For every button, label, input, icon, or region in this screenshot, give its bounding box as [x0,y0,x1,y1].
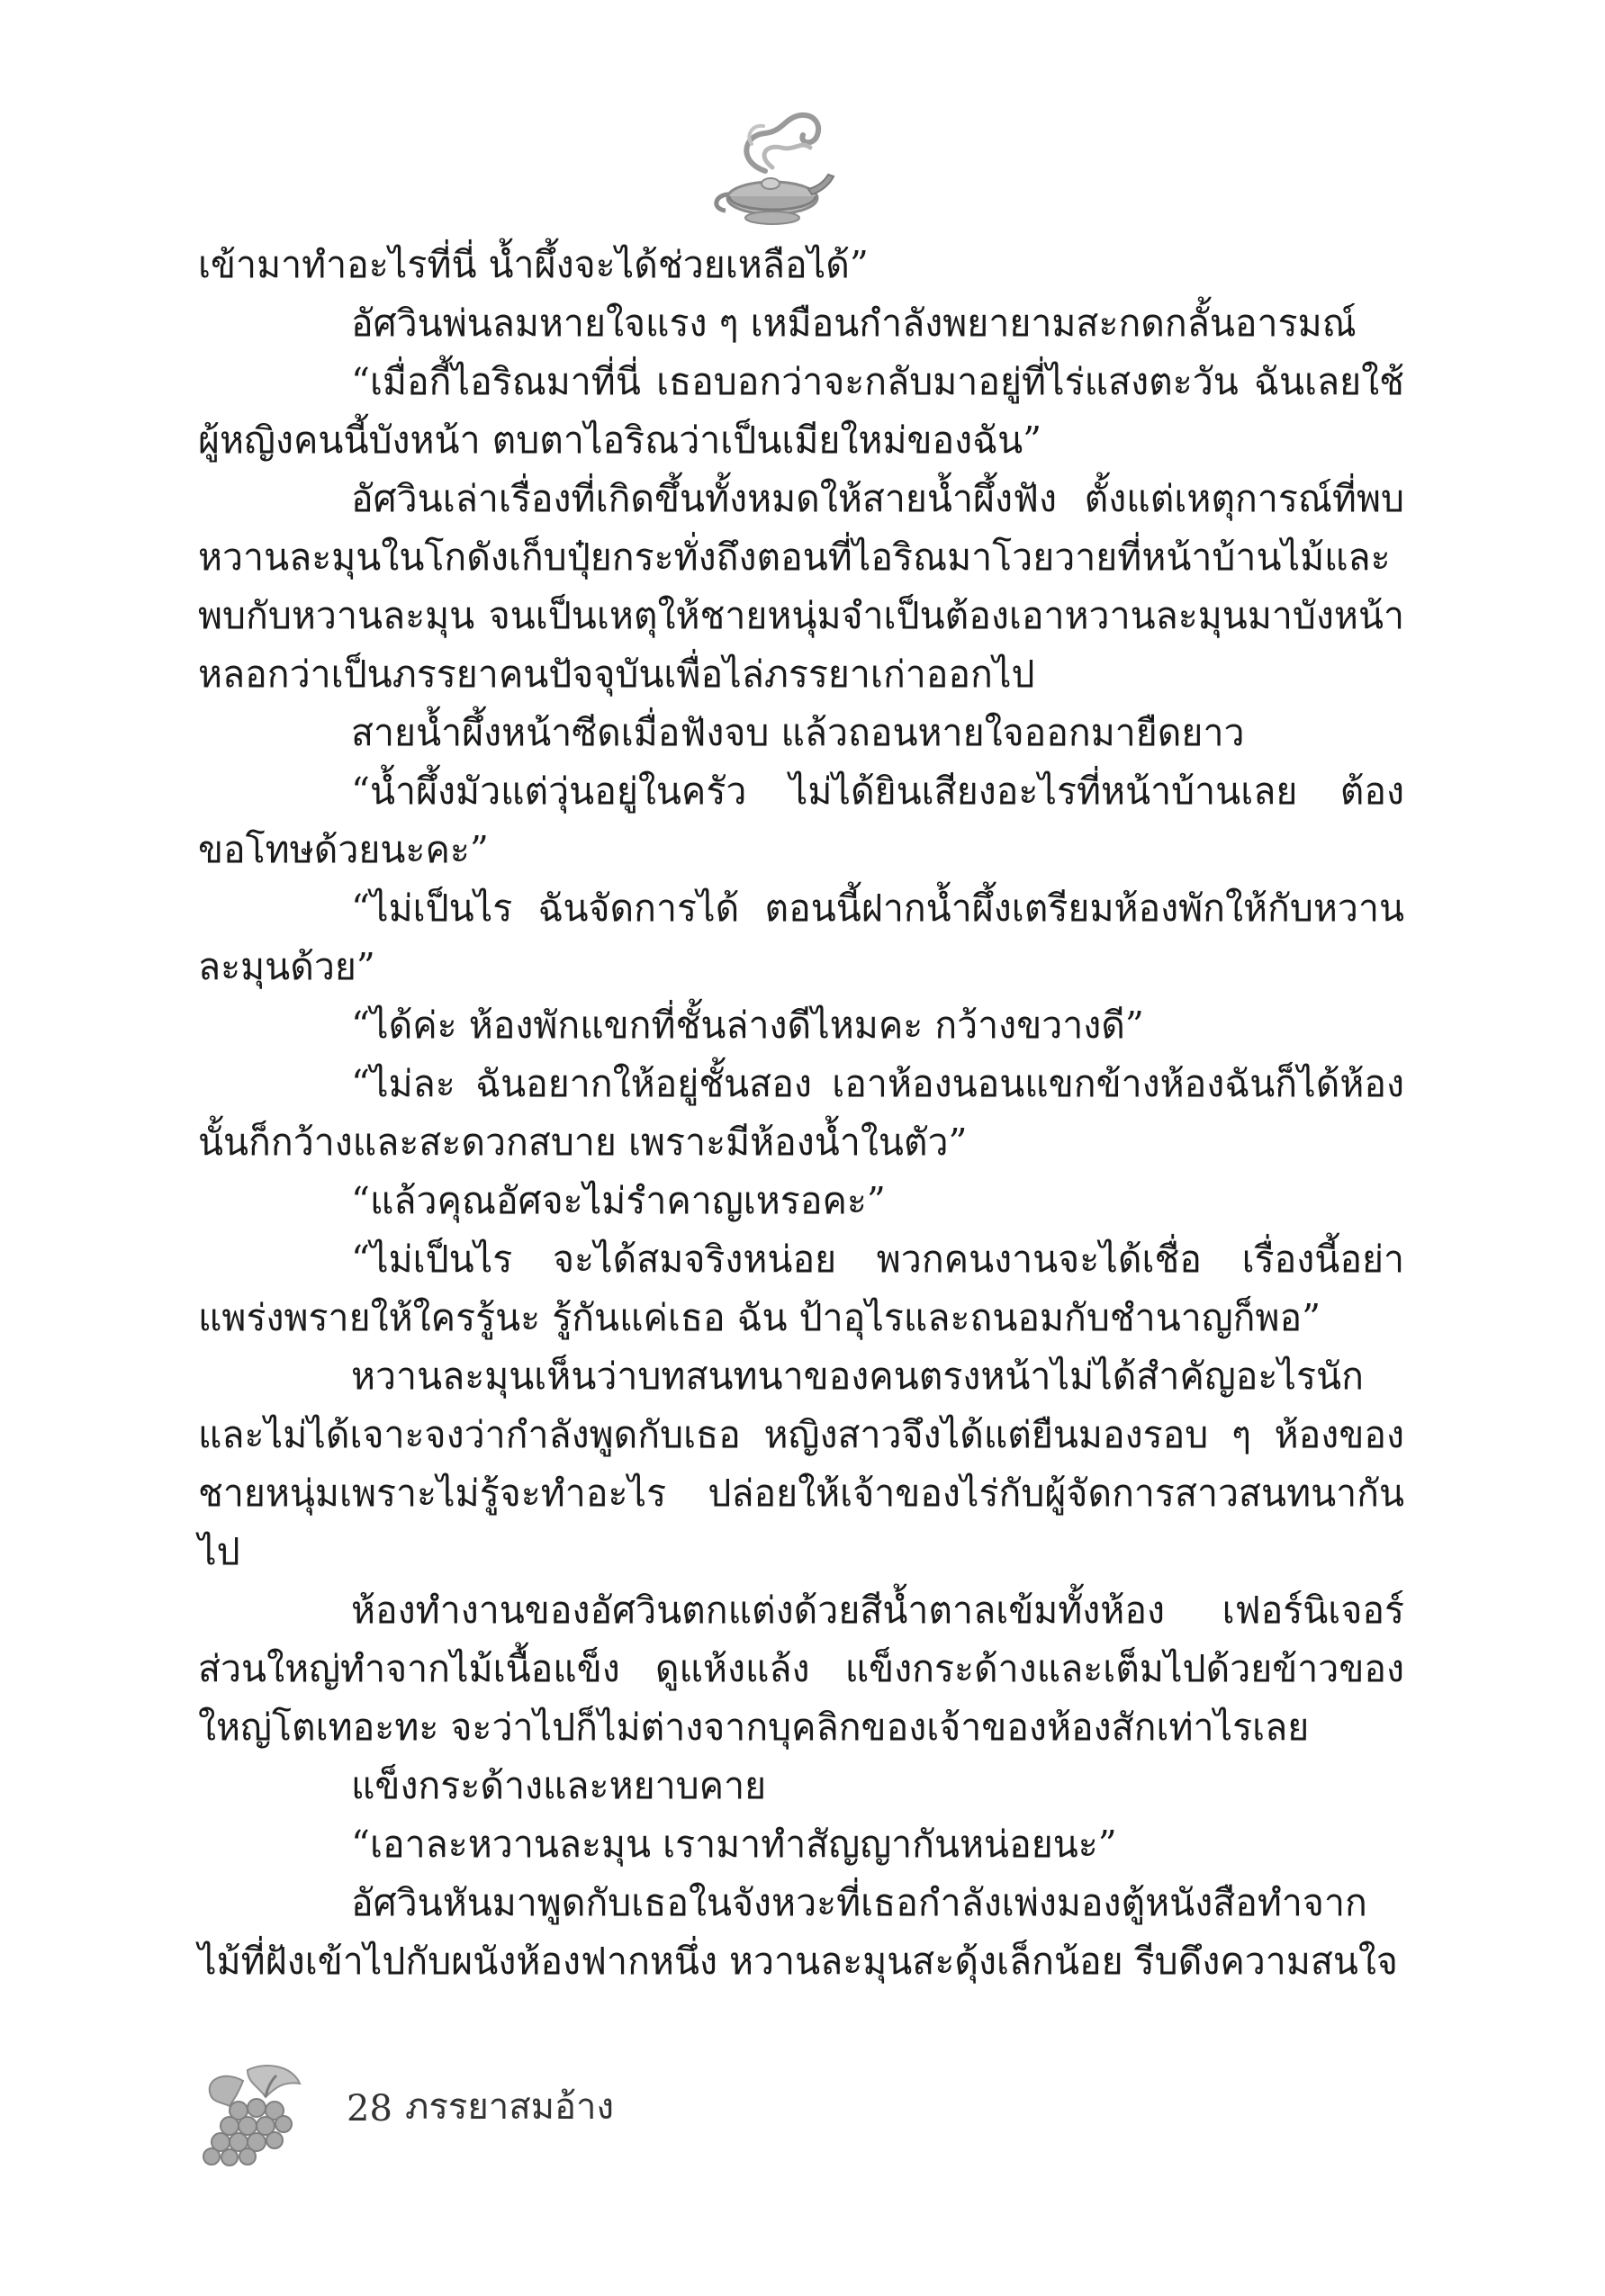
paragraph: เข้ามาทำอะไรที่นี่ น้ำผึ้งจะได้ช่วยเหลือได้” [198,243,869,286]
page-footer [194,2061,824,2178]
paragraph: แข็งกระด้างและหยาบคาย [351,1764,767,1807]
paragraph: “น้ำผึ้งมัวแต่วุ่นอยู่ในครัว ไม่ได้ยินเสียงอะไรที่หน้าบ้านเลย ต้องขอโทษด้วยนะคะ” [198,770,1404,871]
paragraph: สายน้ำผึ้งหน้าซีดเมื่อฟังจบ แล้วถอนหายใจออกมายืดยาว [351,711,1245,754]
lamp-ornament-icon [702,108,837,230]
page-number: 28 [347,2088,392,2129]
paragraph: หวานละมุนเห็นว่าบทสนทนาของคนตรงหน้าไม่ได้สำคัญอะไรนักและไม่ได้เจาะจงว่ากำลังพูดกับเธอ หญิงสาวจึงได้แต่ยืนมองรอบ ๆ ห้องของชายหนุ่มเพราะไม่รู้จะทำอะไร ปล่อยให้เจ้าของไร่กับผู้จัดการสาวสนทนากันไป [198,1355,1404,1573]
paragraph: อัศวินหันมาพูดกับเธอในจังหวะที่เธอกำลังเพ่งมองตู้หนังสือทำจากไม้ที่ฝังเข้าไปกับผนังห้องฟากหนึ่ง หวานละมุนสะดุ้งเล็กน้อย รีบดึงความสนใจ [198,1881,1398,1983]
paragraph: “แล้วคุณอัศจะไม่รำคาญเหรอคะ” [351,1179,886,1222]
paragraph: “เอาละหวานละมุน เรามาทำสัญญากันหน่อยนะ” [351,1823,1117,1866]
book-title: ภรรยาสมอ้าง [405,2086,615,2128]
paragraph: อัศวินเล่าเรื่องที่เกิดขึ้นทั้งหมดให้สายน้ำผึ้งฟัง ตั้งแต่เหตุการณ์ที่พบหวานละมุนในโกดังเก็บปุ๋ยกระทั่งถึงตอนที่ไอริณมาโวยวายที่หน้าบ้านไม้และพบกับหวานละมุน จนเป็นเหตุให้ชายหนุ่มจำเป็นต้องเอาหวานละมุนมาบังหน้า หลอกว่าเป็นภรรยาคนปัจจุบันเพื่อไล่ภรรยาเก่าออกไป [198,477,1404,696]
grapes-ornament-icon [194,2061,338,2169]
paragraph: “ไม่ละ ฉันอยากให้อยู่ชั้นสอง เอาห้องนอนแขกข้างห้องฉันก็ได้ห้องนั้นก็กว้างและสะดวกสบาย เพราะมีห้องน้ำในตัว” [198,1062,1404,1164]
body-text [198,236,1404,1991]
paragraph: อัศวินพ่นลมหายใจแรง ๆ เหมือนกำลังพยายามสะกดกลั้นอารมณ์ [351,302,1357,345]
paragraph: “เมื่อกี้ไอริณมาที่นี่ เธอบอกว่าจะกลับมาอยู่ที่ไร่แสงตะวัน ฉันเลยใช้ผู้หญิงคนนี้บังหน้า ตบตาไอริณว่าเป็นเมียใหม่ของฉัน” [198,360,1404,462]
paragraph: “ได้ค่ะ ห้องพักแขกที่ชั้นล่างดีไหมคะ กว้างขวางดี” [351,1004,1144,1047]
paragraph: ห้องทำงานของอัศวินตกแต่งด้วยสีน้ำตาลเข้มทั้งห้อง เฟอร์นิเจอร์ส่วนใหญ่ทำจากไม้เนื้อแข็ง ดูแห้งแล้ง แข็งกระด้างและเต็มไปด้วยข้าวของใหญ่โตเทอะทะ จะว่าไปก็ไม่ต่างจากบุคลิกของเจ้าของห้องสักเท่าไรเลย [198,1589,1404,1749]
paragraph: “ไม่เป็นไร จะได้สมจริงหน่อย พวกคนงานจะได้เชื่อ เรื่องนี้อย่าแพร่งพรายให้ใครรู้นะ รู้กันแค่เธอ ฉัน ป้าอุไรและถนอมกับชำนาญก็พอ” [198,1238,1404,1339]
paragraph: “ไม่เป็นไร ฉันจัดการได้ ตอนนี้ฝากน้ำผึ้งเตรียมห้องพักให้กับหวานละมุนด้วย” [198,887,1404,988]
